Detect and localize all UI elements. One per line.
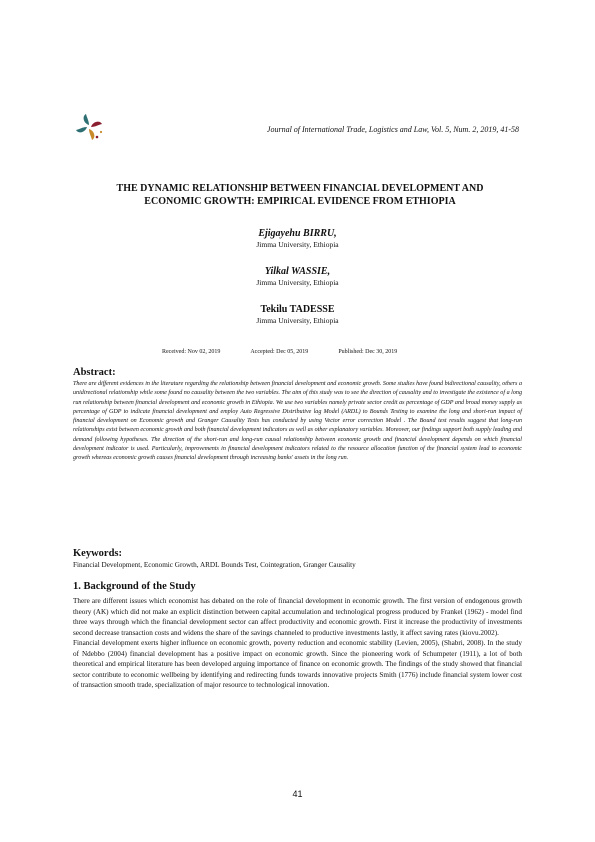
author-name: Yilkal WASSIE, [264,266,331,277]
author-affiliation: Jimma University, Ethiopia [256,316,339,325]
keywords-heading: Keywords: [73,548,122,559]
received-date: Received: Nov 02, 2019 [162,349,221,355]
publication-dates [162,349,442,355]
author-1 [100,227,495,250]
title-line-1: THE DYNAMIC RELATIONSHIP BETWEEN FINANCIAL DEVELOPMENT AND [116,183,484,194]
author-3 [100,303,495,326]
author-affiliation: Jimma University, Ethiopia [256,240,339,249]
pinwheel-logo-icon [74,112,104,142]
abstract-heading: Abstract: [73,367,116,378]
journal-logo [74,112,104,142]
paragraph: Financial development exerts higher influence on economic growth, poverty reduction and economic stability (Levien, 2005), (Shabri, 2008). In the study of Ndebbo (2004) financial development has a positive impact on economic growth. Since the pioneering work of Schumpeter (1911), a lot of both theoretical and empirical literature has been developed arguing importance of finance on economic growth. The findings of the study showed that financial sector contribute to economic wellbeing by identifying and redirecting funds towards innovative projects Smith (1776) include financial system lower cost of transaction smooth trade, specialization of major resource to technological innovation. [73,639,522,689]
keywords-text: Financial Development, Economic Growth, ARDL Bounds Test, Cointegration, Granger Causality [73,561,356,569]
section-heading: 1. Background of the Study [73,581,196,592]
author-2 [100,265,495,288]
author-name: Tekilu TADESSE [260,304,335,315]
author-affiliation: Jimma University, Ethiopia [256,278,339,287]
abstract-text: There are different evidences in the literature regarding the relationship between financial development and economic growth. Some studies have found bidirectional causality, others a unidirectional relationship while some found no causality between the two variables. The aim of this study was to see the direction of causality and to investigate the existence of a long run relationship between financial development and economic growth in Ethiopia. We use two variables namely private sector credit as percentage of GDP and broad money supply as percentage of GDP to indicate financial development and employ Auto Regressive Distributive lag Model (ARDL) to Bounds Testing to examine the long and short-run impact of financial development on Economic growth and Granger Causality Tests has conducted by using Vector error correction Model . The Bound test results suggest that long-run relationships exist between economic growth and both financial development indicators as well as other explanatory variables. Moreover, our findings support both supply leading and demand following hypotheses. The direction of the short-run and long-run causal relationship between economic growth and financial development depends on which financial development indicator is used. Particularly, improvements in financial development indicators related to the resource allocation function of the financial system lead to economic growth whereas economic growth causes financial development through increasing banks' assets in the long run. [73,381,522,461]
published-date: Published: Dec 30, 2019 [338,349,398,355]
title-line-2: ECONOMIC GROWTH: EMPIRICAL EVIDENCE FROM ETHIOPIA [144,196,456,207]
author-name: Ejigayehu BIRRU, [258,228,337,239]
paper-title [60,182,540,208]
journal-citation: Journal of International Trade, Logistics and Law, Vol. 5, Num. 2, 2019, 41-58 [266,125,519,134]
paragraph: There are different issues which economist has debated on the role of financial development in economic growth. The first version of endogenous growth theory (AK) which did not make an explicit distinction between capital accumulation and technological progress produced by Frankel (1962) - model find three ways through which the financial development sector can affect productivity and economic growth. First it increase the productivity of investments second decrease transaction costs and widens the share of the savings channeled to productive investments lastly, it affect saving rates (kiovu.2002). [73,597,522,637]
accepted-date: Accepted: Dec 05, 2019 [250,349,309,355]
page-number: 41 [292,789,303,799]
section-body [73,596,522,691]
